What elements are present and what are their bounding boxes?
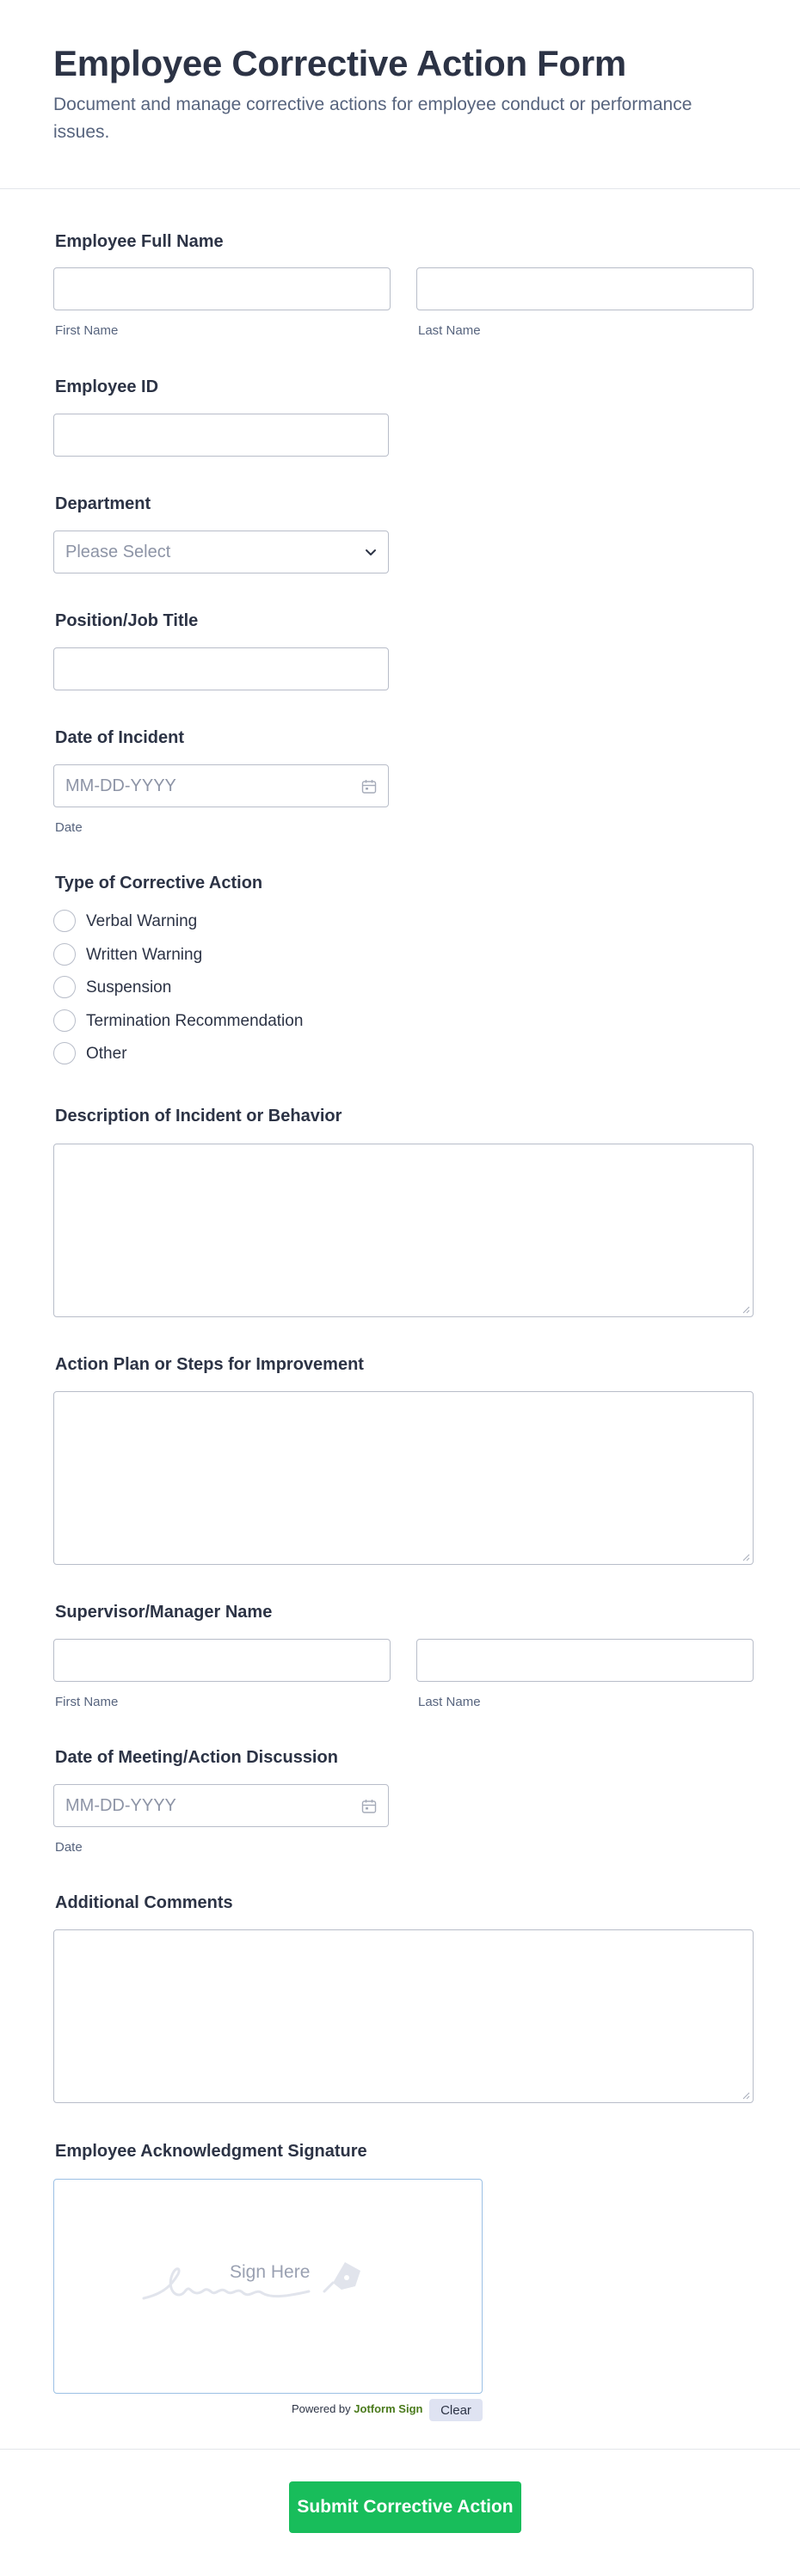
powered-by-text [292,2402,422,2415]
radio-label: Verbal Warning [86,912,198,930]
position-label: Position/Job Title [55,611,199,630]
action-plan-label: Action Plan or Steps for Improvement [55,1355,364,1374]
supervisor-last-name-sublabel: Last Name [418,1695,481,1709]
resize-handle-icon[interactable] [742,1305,750,1314]
resize-handle-icon[interactable] [742,1553,750,1561]
description-label: Description of Incident or Behavior [55,1107,342,1125]
incident-date-placeholder: MM-DD-YYYY [65,776,176,795]
signature-placeholder: Sign Here [230,2262,311,2282]
employee-name-label: Employee Full Name [55,232,224,251]
calendar-icon[interactable] [360,1798,378,1815]
submit-button[interactable]: Submit Corrective Action [289,2481,521,2533]
employee-first-name-input[interactable] [53,267,391,310]
page-subtitle: Document and manage corrective actions for employee conduct or performance issues. [53,95,692,142]
meeting-date-placeholder: MM-DD-YYYY [65,1796,176,1815]
comments-textarea[interactable] [53,1929,754,2103]
radio-button[interactable] [53,910,76,932]
form-header [0,0,800,189]
radio-label: Suspension [86,978,172,997]
supervisor-first-name-sublabel: First Name [55,1695,119,1709]
radio-button[interactable] [53,1009,76,1032]
department-selected-value: Please Select [65,543,171,561]
radio-label: Other [86,1045,127,1063]
clear-signature-button[interactable]: Clear [429,2399,483,2421]
action-type-label: Type of Corrective Action [55,874,263,892]
supervisor-last-name-input[interactable] [416,1639,754,1682]
department-label: Department [55,494,151,513]
page-title: Employee Corrective Action Form [53,43,626,83]
department-select[interactable] [53,531,389,573]
employee-last-name-sublabel: Last Name [418,323,481,338]
meeting-date-sublabel: Date [55,1840,83,1855]
comments-label: Additional Comments [55,1893,233,1912]
incident-date-input[interactable] [53,764,389,807]
employee-first-name-sublabel: First Name [55,323,119,338]
employee-id-label: Employee ID [55,377,159,396]
resize-handle-icon[interactable] [742,2091,750,2100]
chevron-down-icon [362,543,379,561]
employee-last-name-input[interactable] [416,267,754,310]
signature-pad[interactable] [53,2179,483,2394]
action-plan-textarea[interactable] [53,1391,754,1565]
position-input[interactable] [53,647,389,690]
supervisor-first-name-input[interactable] [53,1639,391,1682]
employee-id-input[interactable] [53,414,389,457]
meeting-date-label: Date of Meeting/Action Discussion [55,1748,338,1767]
radio-label: Written Warning [86,946,203,964]
signature-label: Employee Acknowledgment Signature [55,2142,367,2161]
powered-by-prefix: Powered by [292,2402,351,2415]
radio-button[interactable] [53,943,76,966]
meeting-date-input[interactable] [53,1784,389,1827]
radio-button[interactable] [53,1042,76,1064]
jotform-sign-brand: Jotform Sign [354,2402,423,2415]
radio-label: Termination Recommendation [86,1012,304,1030]
supervisor-name-label: Supervisor/Manager Name [55,1603,273,1622]
pen-nib-icon [324,2262,360,2291]
incident-date-sublabel: Date [55,820,83,835]
incident-date-label: Date of Incident [55,728,185,747]
description-textarea[interactable] [53,1144,754,1317]
calendar-icon[interactable] [360,778,378,795]
radio-button[interactable] [53,976,76,998]
